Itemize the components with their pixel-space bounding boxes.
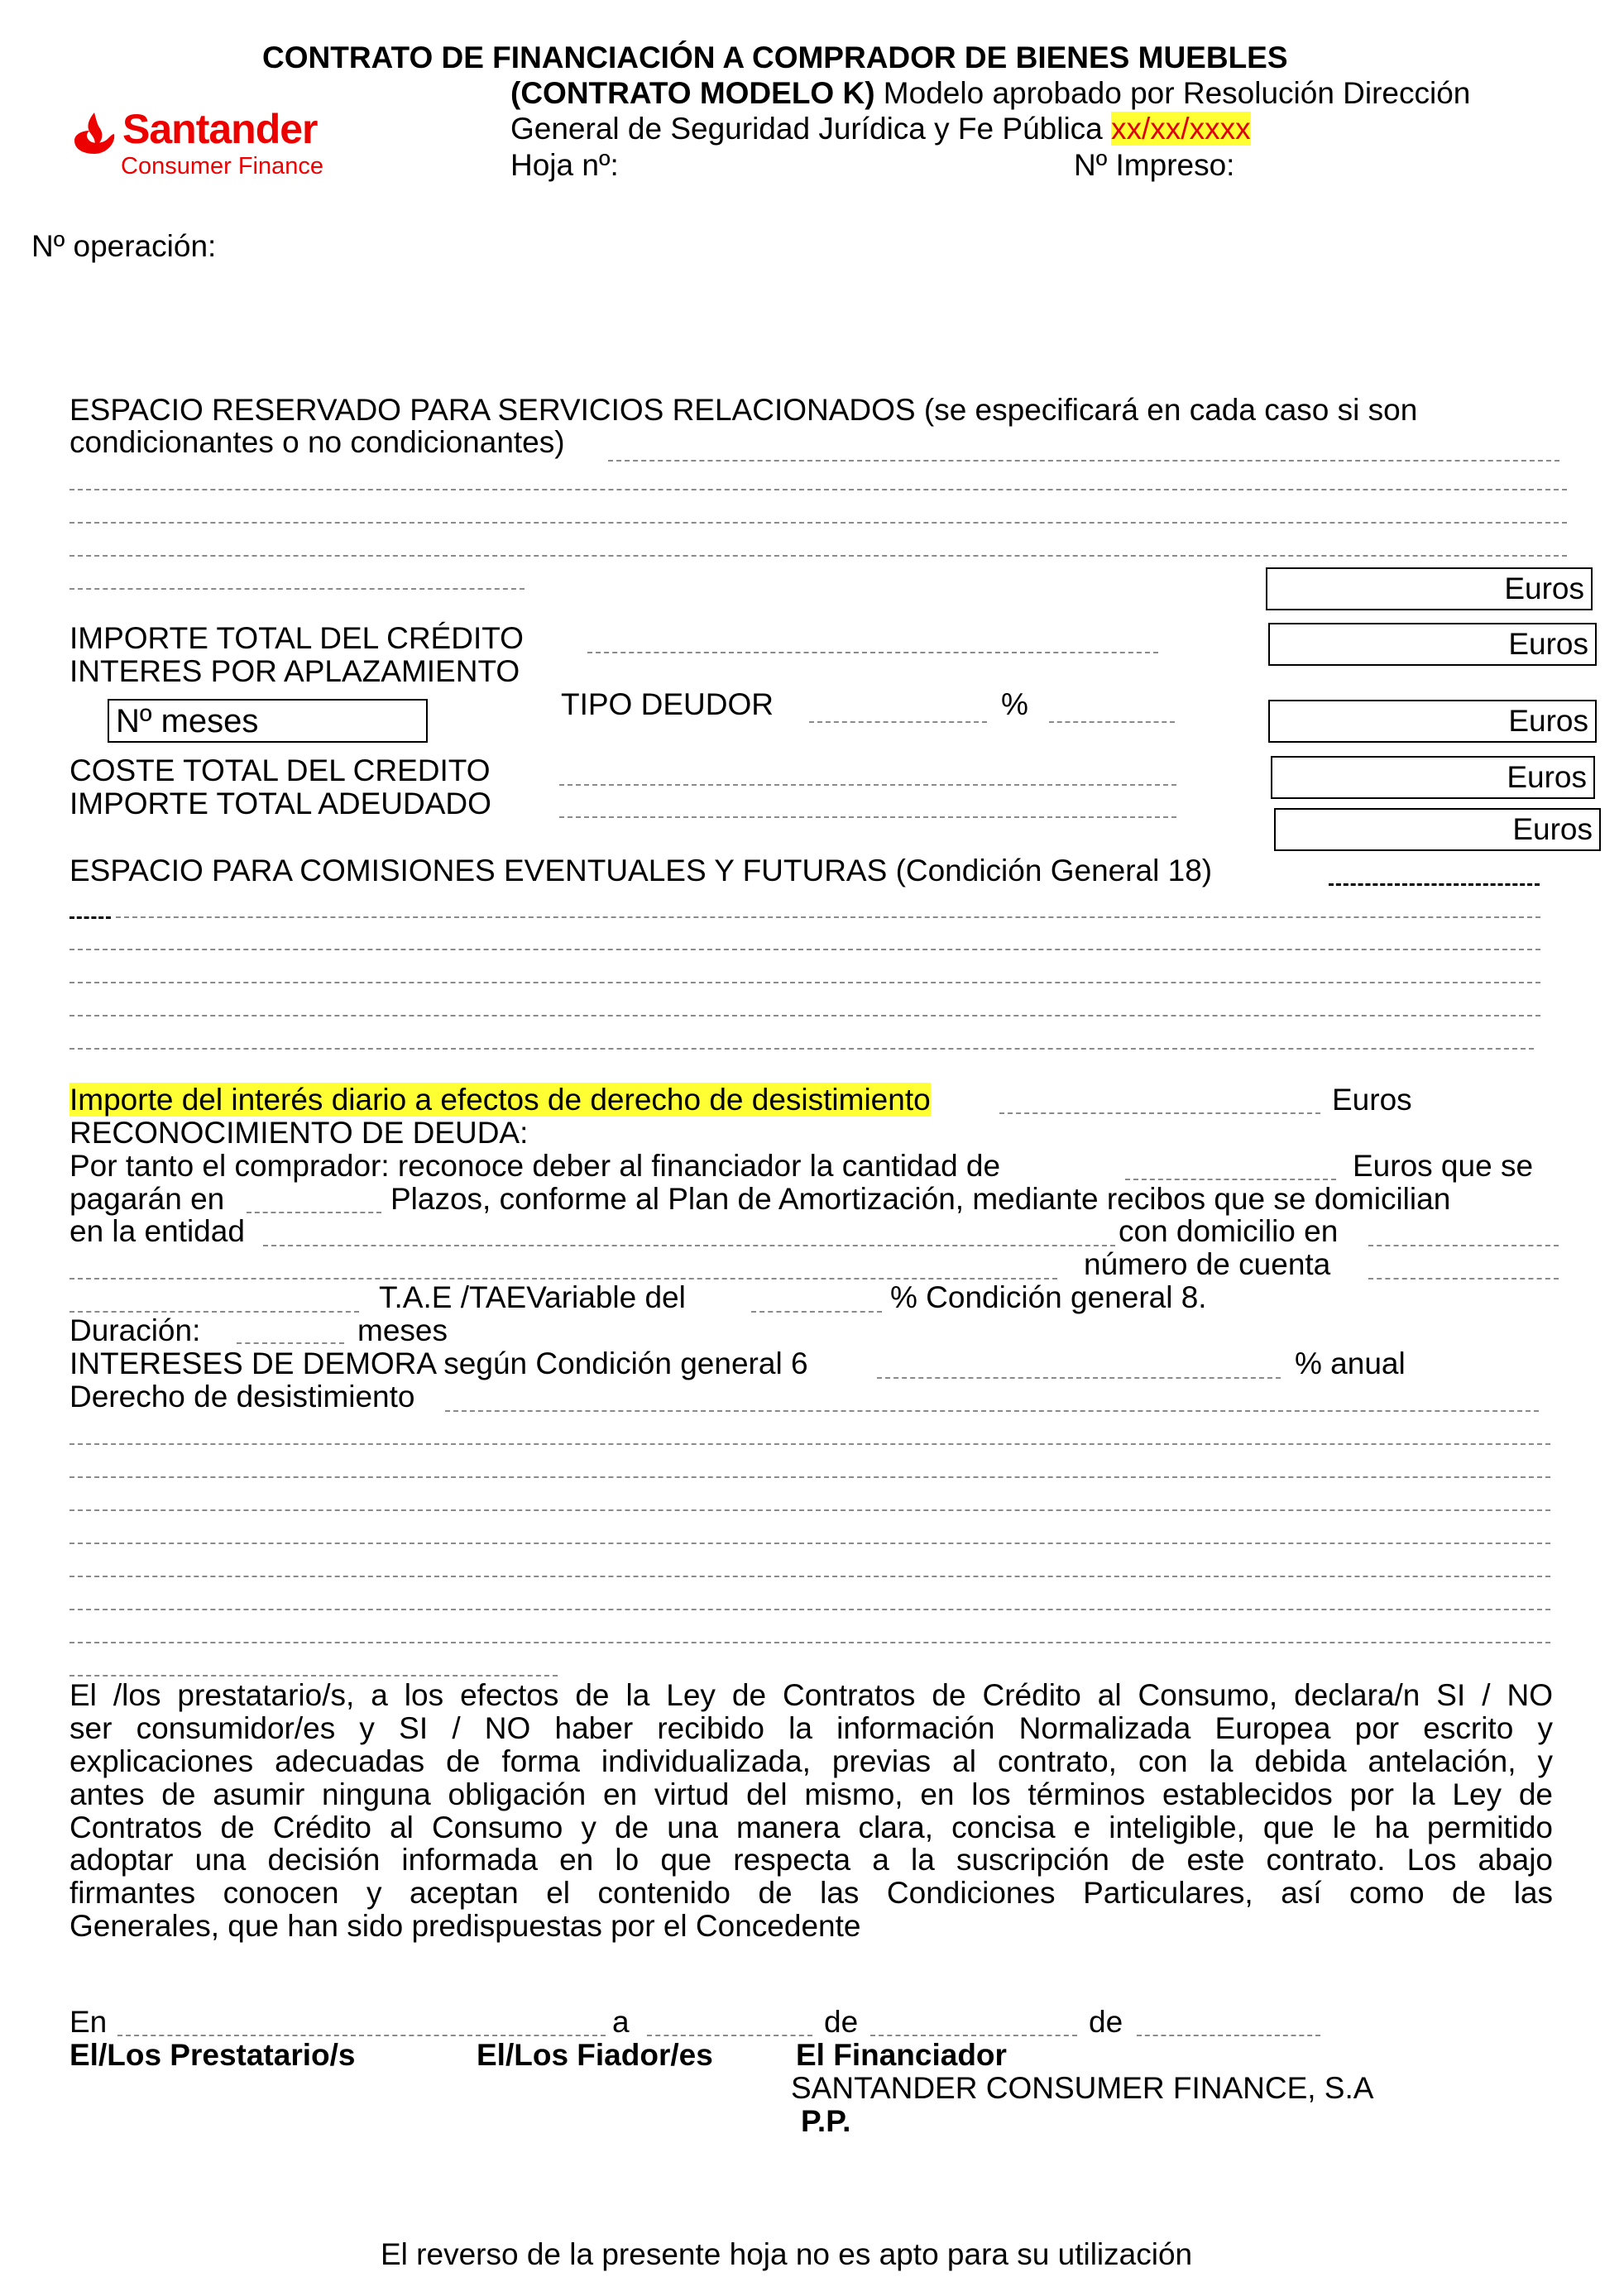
reconocimiento-l4: número de cuenta: [1084, 1247, 1331, 1281]
fill-line[interactable]: [116, 916, 1540, 918]
prestatario-label: El/Los Prestatario/s: [69, 2038, 356, 2072]
resolution-date: xx/xx/xxxx: [1111, 112, 1251, 146]
contract-title: CONTRATO DE FINANCIACIÓN A COMPRADOR DE BIENES MUEBLES: [262, 41, 1288, 74]
fill-line[interactable]: [247, 1212, 381, 1213]
fill-line[interactable]: [69, 489, 1567, 490]
fill-line[interactable]: [751, 1311, 882, 1313]
fill-line[interactable]: [608, 460, 1559, 462]
sign-a-label: a: [612, 2005, 630, 2039]
declaration-line: Contratos de Crédito al Consumo y de una manera clara, concisa e inteligible, que le ha permitido: [69, 1810, 1553, 1844]
model-bold: (CONTRATO MODELO K): [510, 76, 875, 110]
importe-adeudado-label: IMPORTE TOTAL ADEUDADO: [69, 787, 491, 820]
fill-line[interactable]: [1137, 2035, 1320, 2036]
servicios-line2: condicionantes o no condicionantes): [69, 425, 565, 459]
fill-line[interactable]: [69, 588, 525, 590]
fill-line[interactable]: [69, 1509, 1550, 1511]
model-rest: Modelo aprobado por Resolución Dirección: [874, 76, 1471, 110]
derecho-desistimiento-label: Derecho de desistimiento: [69, 1380, 415, 1413]
financiador-label: El Financiador: [796, 2038, 1007, 2072]
reconocimiento-l1a: Por tanto el comprador: reconoce deber al financiador la cantidad de: [69, 1149, 1001, 1183]
fill-line[interactable]: [69, 916, 111, 919]
fill-line[interactable]: [69, 1048, 1534, 1050]
duracion-unit: meses: [357, 1313, 448, 1347]
footer-note: El reverso de la presente hoja no es apto para su utilización: [381, 2237, 1193, 2271]
fill-line[interactable]: [647, 2035, 812, 2036]
fill-line[interactable]: [999, 1112, 1320, 1114]
fill-line[interactable]: [69, 1543, 1550, 1544]
declaration-line: El /los prestatario/s, a los efectos de la Ley de Contratos de Crédito al Consumo, declara/n SI / NO: [69, 1678, 1553, 1712]
fiador-label: El/Los Fiador/es: [477, 2038, 713, 2072]
fill-line[interactable]: [809, 721, 987, 723]
reconocimiento-l5a: T.A.E /TAEVariable del: [379, 1280, 686, 1314]
reconocimiento-l3b: con domicilio en: [1119, 1214, 1339, 1248]
desistimiento-diario-unit: Euros: [1332, 1083, 1412, 1117]
declaration-line: adoptar una decisión informada en lo que respecta a la suscripción de este contrato. Los abajo: [69, 1843, 1553, 1877]
fill-line[interactable]: [1125, 1179, 1336, 1180]
fill-line[interactable]: [117, 2035, 606, 2036]
fill-line[interactable]: [877, 1377, 1281, 1379]
fill-line[interactable]: [445, 1410, 1539, 1412]
sign-en-label: En: [69, 2005, 108, 2039]
fill-line[interactable]: [69, 522, 1567, 524]
coste-total-label: COSTE TOTAL DEL CREDITO: [69, 753, 491, 787]
comisiones-label: ESPACIO PARA COMISIONES EVENTUALES Y FUTURAS (Condición General 18): [69, 854, 1213, 887]
declaration-line: antes de asumir ninguna obligación en virtud del mismo, en los términos establecidos por la Ley de: [69, 1777, 1553, 1811]
fill-line[interactable]: [559, 784, 1176, 786]
importe-total-label: IMPORTE TOTAL DEL CRÉDITO: [69, 621, 524, 655]
fill-line[interactable]: [69, 1642, 1550, 1643]
meses-box[interactable]: Nº meses: [108, 699, 428, 743]
euros-box-4[interactable]: Euros: [1271, 756, 1595, 799]
fill-line[interactable]: [1368, 1278, 1559, 1280]
reconocimiento-title: RECONOCIMIENTO DE DEUDA:: [69, 1116, 529, 1150]
interes-label: INTERES POR APLAZAMIENTO: [69, 654, 520, 688]
fill-line[interactable]: [69, 1278, 1057, 1280]
euros-box-5[interactable]: Euros: [1274, 808, 1601, 851]
tipo-deudor-pct: %: [1001, 687, 1028, 721]
fill-line[interactable]: [69, 1443, 1550, 1445]
fill-line[interactable]: [263, 1245, 1115, 1246]
fill-line[interactable]: [69, 1675, 558, 1677]
reconocimiento-l3a: en la entidad: [69, 1214, 245, 1248]
reconocimiento-l1b: Euros que se: [1353, 1149, 1534, 1183]
euros-box-3[interactable]: Euros: [1268, 700, 1597, 743]
santander-flame-icon: [69, 109, 119, 159]
reconocimiento-l5b: % Condición general 8.: [890, 1280, 1207, 1314]
fill-line[interactable]: [1329, 883, 1540, 886]
declaration-line: Generales, que han sido predispuestas por el Concedente: [69, 1909, 861, 1943]
fill-line[interactable]: [69, 1609, 1550, 1610]
fill-line[interactable]: [69, 1311, 359, 1313]
duracion-label: Duración:: [69, 1313, 201, 1347]
fill-line[interactable]: [870, 2035, 1077, 2036]
fill-line[interactable]: [1368, 1245, 1559, 1246]
demora-unit: % anual: [1295, 1347, 1406, 1380]
resolution-text: General de Seguridad Jurídica y Fe Pública: [510, 112, 1112, 146]
model-line: [510, 77, 1470, 110]
pp-label: P.P.: [801, 2104, 851, 2138]
hoja-label: Hoja nº:: [510, 148, 619, 182]
fill-line[interactable]: [1049, 721, 1175, 723]
fill-line[interactable]: [69, 949, 1540, 950]
servicios-line1: ESPACIO RESERVADO PARA SERVICIOS RELACIONADOS (se especificará en cada caso si son: [69, 393, 1418, 427]
declaration-line: ser consumidor/es y SI / NO haber recibido la información Normalizada Europea por escrito y: [69, 1711, 1553, 1745]
logo-subtitle: Consumer Finance: [121, 153, 323, 179]
desistimiento-diario-label: Importe del interés diario a efectos de derecho de desistimiento: [69, 1083, 931, 1117]
operacion-label: Nº operación:: [31, 229, 217, 263]
fill-line[interactable]: [69, 982, 1540, 983]
fill-line[interactable]: [69, 555, 1567, 557]
reconocimiento-l2a: pagarán en: [69, 1182, 225, 1216]
santander-logo: [69, 106, 351, 189]
sign-de2-label: de: [1089, 2005, 1123, 2039]
logo-name: Santander: [122, 106, 318, 152]
demora-label: INTERESES DE DEMORA según Condición general 6: [69, 1347, 808, 1380]
tipo-deudor-label: TIPO DEUDOR: [561, 687, 774, 721]
euros-box-2[interactable]: Euros: [1268, 623, 1597, 666]
fill-line[interactable]: [69, 1576, 1550, 1577]
fill-line[interactable]: [69, 1015, 1540, 1016]
fill-line[interactable]: [69, 1476, 1550, 1478]
impreso-label: Nº Impreso:: [1074, 148, 1235, 182]
euros-box-1[interactable]: Euros: [1266, 567, 1593, 610]
declaration-line: firmantes conocen y aceptan el contenido de las Condiciones Particulares, así como de las: [69, 1876, 1553, 1910]
resolution-line: [510, 112, 1251, 146]
fill-line[interactable]: [559, 816, 1176, 818]
fill-line[interactable]: [237, 1342, 344, 1344]
declaration-line: explicaciones adecuadas de forma individualizada, previas al contrato, con la debida antelación, y: [69, 1744, 1553, 1778]
sign-de1-label: de: [824, 2005, 859, 2039]
fill-line[interactable]: [587, 652, 1158, 653]
reconocimiento-l2b: Plazos, conforme al Plan de Amortización, mediante recibos que se domicilian: [390, 1182, 1451, 1216]
company-name: SANTANDER CONSUMER FINANCE, S.A: [791, 2071, 1374, 2105]
